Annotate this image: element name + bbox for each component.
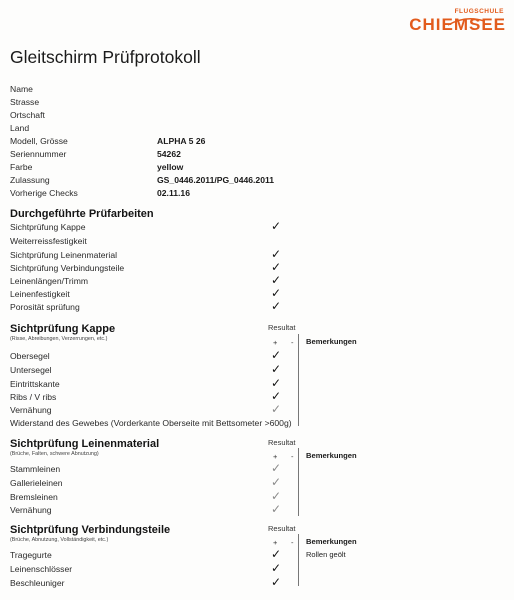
section-subtitle-kappe: (Risse, Abreibungen, Verzerrungen, etc.)	[10, 336, 108, 342]
info-value-modell: ALPHA 5 26	[157, 136, 206, 146]
minus-column-label: -	[291, 452, 294, 461]
info-value-farbe: yellow	[157, 162, 184, 172]
info-label-land: Land	[10, 123, 30, 133]
section-heading-leinenmaterial: Sichtprüfung Leinenmaterial	[10, 438, 160, 450]
list-item: Bremsleinen	[10, 492, 58, 502]
checkmark-icon: ✓	[271, 219, 282, 233]
info-label-modell: Modell, Grösse	[10, 136, 68, 146]
list-item: Vernähung	[10, 505, 52, 515]
info-value-zulassung: GS_0446.2011/PG_0446.2011	[157, 175, 275, 185]
list-item: Sichtprüfung Leinenmaterial	[10, 250, 118, 260]
checkmark-icon: ✓	[271, 247, 282, 261]
info-label-vorherige-checks: Vorherige Checks	[10, 188, 78, 198]
remarks-label: Bemerkungen	[306, 337, 357, 346]
plus-column-label: +	[273, 338, 278, 347]
list-item: Sichtprüfung Verbindungsteile	[10, 263, 125, 273]
list-item: Stammleinen	[10, 464, 61, 474]
list-item: Beschleuniger	[10, 578, 65, 588]
info-value-vorherige-checks: 02.11.16	[157, 188, 190, 198]
section-heading-pruefarbeiten: Durchgeführte Prüfarbeiten	[10, 208, 154, 220]
result-label: Resultat	[268, 438, 296, 447]
list-item: Tragegurte	[10, 550, 52, 560]
info-label-farbe: Farbe	[10, 162, 33, 172]
checkmark-icon: ✓	[271, 376, 282, 390]
list-item: Ribs / V ribs	[10, 392, 57, 402]
plus-column-label: +	[273, 452, 278, 461]
checkmark-icon: ✓	[271, 273, 282, 287]
list-item: Vernähung	[10, 405, 52, 415]
list-item: Widerstand des Gewebes (Vorderkante Oberseite mit Bettsometer >600g)	[10, 418, 292, 428]
list-item: Leinenlängen/Trimm	[10, 276, 89, 286]
info-label-seriennummer: Seriennummer	[10, 149, 67, 159]
logo-wordmark: CHIEMSEE	[409, 15, 506, 34]
checkmark-icon: ✓	[271, 475, 282, 489]
result-label: Resultat	[268, 524, 296, 533]
checkmark-icon: ✓	[271, 286, 282, 300]
remarks-label: Bemerkungen	[306, 451, 357, 460]
list-item: Weiterreissfestigkeit	[10, 236, 87, 246]
page-title: Gleitschirm Prüfprotokoll	[10, 47, 201, 67]
column-divider	[298, 448, 299, 516]
list-item: Leinenschlösser	[10, 564, 73, 574]
section-subtitle-verbindungsteile: (Brüche, Abnutzung, Vollständigkeit, etc.)	[10, 537, 109, 543]
checkmark-icon: ✓	[271, 299, 282, 313]
info-label-name: Name	[10, 84, 33, 94]
checkmark-icon: ✓	[271, 547, 282, 561]
list-item: Obersegel	[10, 351, 50, 361]
logo	[409, 8, 508, 44]
plus-column-label: +	[273, 538, 278, 547]
checkmark-icon: ✓	[271, 402, 282, 416]
info-label-ortschaft: Ortschaft	[10, 110, 45, 120]
minus-column-label: -	[291, 538, 294, 547]
minus-column-label: -	[291, 338, 294, 347]
section-heading-kappe: Sichtprüfung Kappe	[10, 323, 116, 335]
list-item: Sichtprüfung Kappe	[10, 222, 86, 232]
logo-subtitle: FLUGSCHULE	[454, 8, 504, 15]
list-item: Leinenfestigkeit	[10, 289, 70, 299]
list-item: Porosität sprüfung	[10, 302, 80, 312]
checkmark-icon: ✓	[271, 561, 282, 575]
column-divider	[298, 334, 299, 426]
checkmark-icon: ✓	[271, 461, 282, 475]
checkmark-icon: ✓	[271, 389, 282, 403]
info-label-strasse: Strasse	[10, 97, 40, 107]
section-subtitle-leinenmaterial: (Brüche, Falten, schwere Abnutzung)	[10, 451, 99, 457]
info-value-seriennummer: 54262	[157, 149, 181, 159]
list-item: Untersegel	[10, 365, 52, 375]
checkmark-icon: ✓	[271, 348, 282, 362]
remarks-label: Bemerkungen	[306, 537, 357, 546]
checkmark-icon: ✓	[271, 260, 282, 274]
remark-text: Rollen geölt	[306, 550, 346, 559]
result-label: Resultat	[268, 323, 296, 332]
checkmark-icon: ✓	[271, 362, 282, 376]
checkmark-icon: ✓	[271, 575, 282, 589]
info-label-zulassung: Zulassung	[10, 175, 50, 185]
section-heading-verbindungsteile: Sichtprüfung Verbindungsteile	[10, 524, 171, 536]
checkmark-icon: ✓	[271, 489, 282, 503]
list-item: Eintrittskante	[10, 379, 60, 389]
checkmark-icon: ✓	[271, 502, 282, 516]
list-item: Gallerieleinen	[10, 478, 63, 488]
column-divider	[298, 534, 299, 586]
